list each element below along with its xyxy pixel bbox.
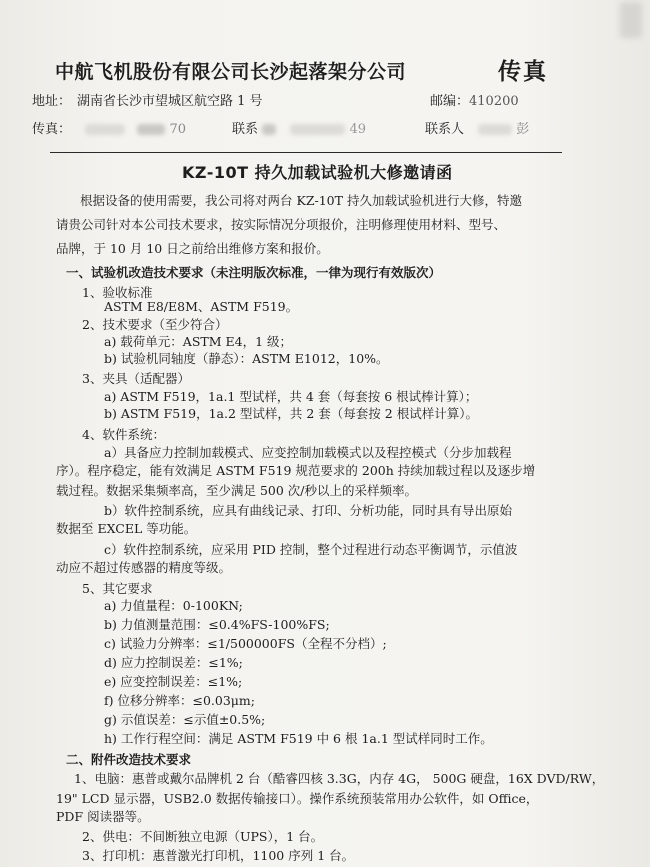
contact-person-tail: 彭 [516,122,530,137]
contact-person-label: 联系人 [425,122,465,137]
s1-4-c-line-1: c）软件控制系统，应采用 PID 控制，整个过程进行动态平衡调节，示值波 [104,542,518,557]
s2-3: 3、打印机：惠普激光打印机，1100 序列 1 台。 [82,848,355,863]
redacted-person [478,124,512,135]
s2-1-line-3: PDF 阅读器等。 [56,809,150,824]
s1-2-a: a) 载荷单元：ASTM E4，1 级； [104,334,293,349]
address-value: 湖南省长沙市望城区航空路 1 号 [77,94,263,109]
fax-line [32,118,186,137]
company-name: 中航飞机股份有限公司长沙起落架分公司 [55,61,407,83]
address-line [32,90,263,109]
header-divider [50,152,562,153]
fax-label: 传真： [32,122,72,137]
contact-phone-tail: 49 [349,122,366,137]
redacted-label-part [262,124,276,135]
s2-1-line-2: 19" LCD 显示器，USB2.0 数据传输接口）。操作系统预装常用办公软件，如 Office， [56,791,539,806]
s2-1-line-1: 1、电脑：惠普或戴尔品牌机 2 台（酷睿四核 3.3G，内存 4G， 500G 硬盘，16X DVD/RW， [74,771,605,786]
s1-4-heading: 4、软件系统： [82,427,165,442]
postcode-value: 410200 [469,94,519,109]
intro-line-2: 请贵公司针对本公司技术要求，按实际情况分项报价，注明修理使用材料、型号、 [56,217,507,232]
s1-5-item-a: a) 力值量程：0-100KN; [104,598,243,613]
intro-line-3: 品牌，于 10 月 10 日之前给出维修方案和报价。 [56,241,329,256]
s1-4-a-line-1: a）具备应力控制加载模式、应变控制加载模式以及程控模式（分步加载程 [104,445,512,460]
s1-5-item-g: g) 示值误差：≤示值±0.5%; [104,712,266,727]
s1-4-b-line-1: b）软件控制系统，应具有曲线记录、打印、分析功能，同时具有导出原始 [104,503,513,518]
contact-phone-label: 联系 [232,122,259,137]
s1-4-a-line-2: 序）。程序稳定，能有效满足 ASTM F519 规范要求的 200h 持续加载过程以及逐步增 [56,463,536,478]
s1-2-heading: 2、技术要求（至少符合） [82,317,228,332]
redacted-corner [620,2,642,38]
s1-5-item-h: h) 工作行程空间：满足 ASTM F519 中 6 根 1a.1 型试样同时工作。 [104,731,493,746]
s1-3-a: a) ASTM F519，1a.1 型试样，共 4 套（每套按 6 根试棒计算）； [104,389,478,404]
s1-5-item-b: b) 力值测量范围：≤0.4%FS-100%FS; [104,617,330,632]
section-2-heading: 二、附件改造技术要求 [66,752,192,767]
postcode-label: 邮编： [430,94,470,109]
redacted-fax-prefix [85,124,125,135]
redacted-phone [290,124,345,135]
s1-5-item-e: e) 应变控制误差：≤1%; [104,674,243,689]
fax-title: 传真 [498,59,548,85]
postcode-line [430,90,519,109]
address-label: 地址： [32,94,72,109]
s1-1-text: ASTM E8/E8M、ASTM F519。 [104,299,299,314]
section-1-heading: 一、试验机改造技术要求（未注明版次标准，一律为现行有效版次） [66,265,442,280]
s2-2: 2、供电：不间断独立电源（UPS），1 台。 [82,829,324,844]
s1-4-c-line-2: 动应不超过传感器的精度等级。 [56,560,232,575]
s1-5-item-f: f) 位移分辨率：≤0.03μm; [104,693,255,708]
contact-person-line [425,118,529,137]
fax-tail: 70 [169,122,186,137]
s1-5-item-c: c) 试验力分辨率：≤1/500000FS（全程不分档）; [104,636,387,651]
contact-phone-line [232,118,366,137]
intro-line-1: 根据设备的使用需要，我公司将对两台 KZ-10T 持久加载试验机进行大修，特邀 [80,193,522,208]
s1-5-item-d: d) 应力控制误差：≤1%; [104,655,243,670]
s1-4-a-line-3: 载过程。数据采集频率高，至少满足 500 次/秒以上的采样频率。 [56,483,418,498]
redacted-fax-number [137,124,165,135]
s1-2-b: b) 试验机同轴度（静态）：ASTM E1012，10%。 [104,351,389,366]
s1-4-b-line-2: 数据至 EXCEL 等功能。 [56,521,197,536]
s1-1-heading: 1、验收标准 [82,285,153,300]
letter-title: KZ-10T 持久加载试验机大修邀请函 [182,163,453,182]
s1-3-heading: 3、夹具（适配器） [82,371,190,386]
s1-5-heading: 5、其它要求 [82,581,153,596]
s1-3-b: b) ASTM F519，1a.2 型试样，共 2 套（每套按 2 根试样计算）。 [104,406,478,421]
